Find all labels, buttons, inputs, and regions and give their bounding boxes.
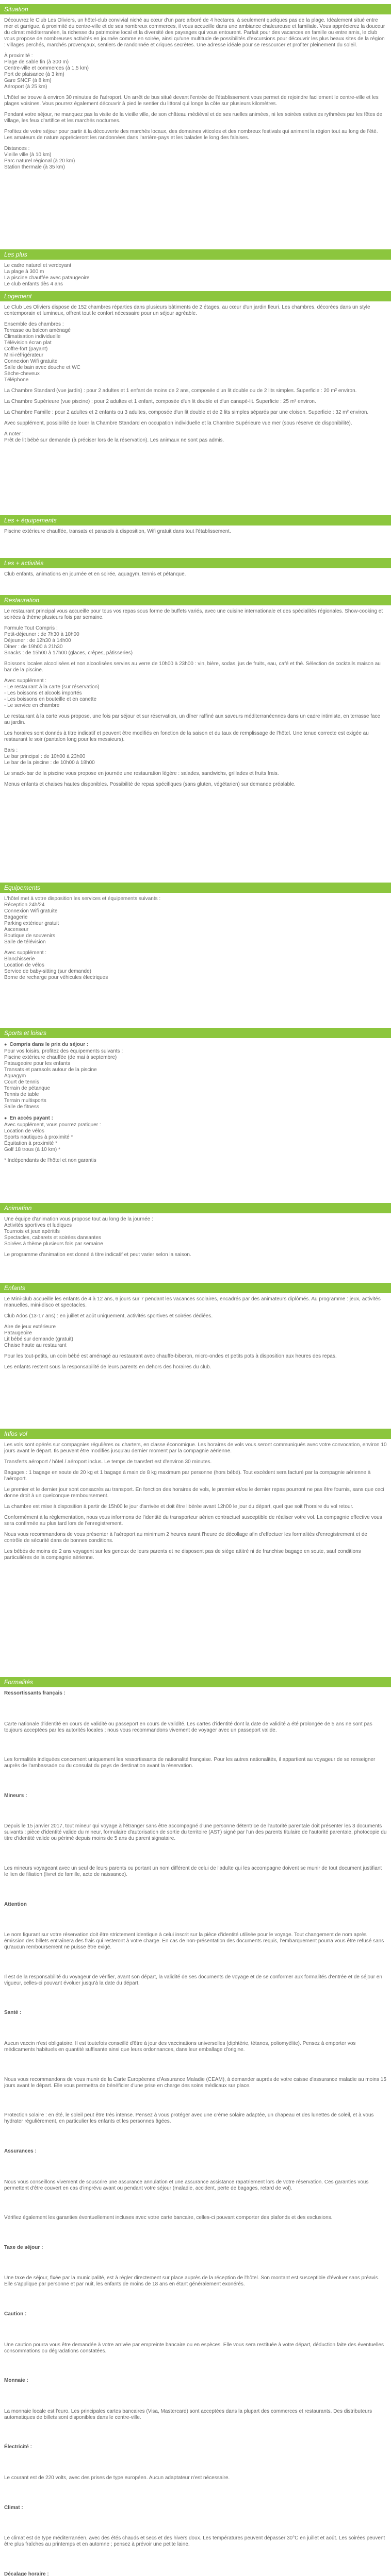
item-list bbox=[4, 59, 387, 90]
section-body bbox=[0, 1038, 391, 1164]
list-item: Vieille ville (à 10 km) bbox=[4, 152, 52, 158]
list-item: Soirées à thème plusieurs fois par semaine bbox=[4, 1241, 103, 1247]
item-list bbox=[4, 263, 387, 287]
section-animation bbox=[0, 1203, 391, 1281]
subheading: Caution : bbox=[4, 2311, 27, 2317]
paragraph: Le Club Les Oliviers dispose de 152 chambres réparties dans plusieurs bâtiments de 2 étages, au cœur d'un jardin fleuri. Les chambres, décorées dans un style contemporain et lumineux, offrent tout le confort nécessaire pour un séjour agréable. bbox=[4, 304, 370, 316]
list-item: Court de tennis bbox=[4, 1079, 39, 1085]
paragraph: Club enfants, animations en journée et en soirée, aquagym, tennis et pétanque. bbox=[4, 571, 186, 577]
text-line: À proximité : bbox=[4, 53, 33, 59]
subheading: Santé : bbox=[4, 2010, 22, 2016]
list-item: Snacks : de 15h00 à 17h00 (glaces, crêpes, pâtisseries) bbox=[4, 650, 133, 656]
list-item: Pataugeoire pour les enfants bbox=[4, 1061, 70, 1066]
paragraph: Boissons locales alcoolisées et non alcoolisées servies au verre de 10h00 à 23h00 : vin, bière, sodas, jus de fruits, eau, café et thé. Sélection de cocktails maison au bar de la piscine. bbox=[4, 661, 381, 673]
list-item: Équitation à proximité * bbox=[4, 1141, 57, 1146]
list-item: - Les boissons et alcools importés bbox=[4, 690, 82, 696]
text-line: Pour vos loisirs, profitez des équipements suivants : bbox=[4, 1048, 123, 1054]
list-item: Le bar principal : de 10h00 à 23h00 bbox=[4, 754, 86, 759]
bullet-heading: ● En accès payant : bbox=[4, 1115, 387, 1122]
list-item: Port de plaisance (à 3 km) bbox=[4, 72, 64, 77]
list-item: Aéroport (à 25 km) bbox=[4, 84, 47, 90]
section-title: Logement bbox=[0, 291, 391, 301]
item-list bbox=[4, 754, 387, 766]
list-item: Mini-réfrigérateur bbox=[4, 352, 44, 358]
subheading: Électricité : bbox=[4, 2444, 32, 2450]
text-line: Avec supplément, vous pourrez pratiquer : bbox=[4, 1122, 101, 1128]
section-title: Les + activités bbox=[0, 558, 391, 568]
list-item: Piscine extérieure chauffée (de mai à septembre) bbox=[4, 1055, 117, 1060]
paragraph: Depuis le 15 janvier 2017, tout mineur qui voyage à l'étranger sans être accompagné d'une personne détentrice de l'autorité parentale doit présenter les 3 documents suivants : pièce d'identité valide du mineur, formulaire d'autorisation de sortie du territoire (AST) signé par l'un des parents titulaire de l'autorité parentale, photocopie du titre d'identité valide ou périmé depuis moins de 5 ans du parent signataire. bbox=[4, 1823, 387, 1842]
text-line: Distances : bbox=[4, 146, 30, 151]
list-item: Terrasse ou balcon aménagé bbox=[4, 328, 71, 333]
list-item: Spectacles, cabarets et soirées dansantes bbox=[4, 1235, 101, 1241]
list-item: Connexion Wifi gratuite bbox=[4, 359, 58, 364]
subheading: Mineurs : bbox=[4, 1792, 27, 1799]
paragraph: Nous vous recommandons de vous munir de la Carte Européenne d'Assurance Maladie (CEAM), à demander auprès de votre caisse d'assurance maladie au moins 15 jours avant le départ. Elle vous permettra de bénéficier d'une prise en charge des soins médicaux sur place. bbox=[4, 2076, 386, 2089]
paragraph: La Chambre Standard (vue jardin) : pour 2 adultes et 1 enfant de moins de 2 ans, composée d'un lit double ou de 2 lits simples. Superficie : 20 m² environ. bbox=[4, 388, 357, 394]
section-les-plus bbox=[0, 249, 391, 290]
section-title: Restauration bbox=[0, 595, 391, 605]
text-line: L'hôtel met à votre disposition les services et équipements suivants : bbox=[4, 896, 161, 902]
subheading: Attention bbox=[4, 1901, 27, 1907]
paragraph: Pendant votre séjour, ne manquez pas la visite de la vieille ville, de son château médiéval et de ses ruelles animées, ni les soirées estivales rythmées par les fêtes de village, les feux d'artifice et les marchés nocturnes. bbox=[4, 112, 383, 124]
list-item: Sèche-cheveux bbox=[4, 371, 40, 377]
list-item: Chaise haute au restaurant bbox=[4, 1343, 67, 1348]
paragraph: La chambre est mise à disposition à partir de 15h00 le jour d'arrivée et doit être libérée avant 12h00 le jour du départ, quel que soit l'horaire du vol retour. bbox=[4, 1504, 354, 1510]
item-list bbox=[4, 1324, 387, 1349]
paragraph: Nous vous recommandons de vous présenter à l'aéroport au minimum 2 heures avant l'heure de décollage afin d'effectuer les formalités d'enregistrement et de contrôle de sécurité dans de bonnes conditions. bbox=[4, 1532, 367, 1544]
section-body bbox=[0, 260, 391, 287]
text-line: Une équipe d'animation vous propose tout au long de la journée : bbox=[4, 1216, 153, 1222]
list-item: Le bar de la piscine : de 10h00 à 18h00 bbox=[4, 760, 95, 766]
item-list bbox=[4, 152, 387, 171]
text-line: Ensemble des chambres : bbox=[4, 321, 64, 327]
paragraph: La monnaie locale est l'euro. Les principales cartes bancaires (Visa, Mastercard) sont acceptées dans la plupart des commerces et restaurants. Des distributeurs automatiques de billets sont disponibles dans le centre-ville. bbox=[4, 2408, 372, 2420]
paragraph: L'hôtel se trouve à environ 30 minutes de l'aéroport. Un arrêt de bus situé devant l'entrée de l'établissement vous permet de rejoindre facilement le centre-ville et les plages voisines. Vous pourrez également découvrir à pied le sentier du littoral qui longe la côte sur plusieurs kilomètres. bbox=[4, 95, 379, 107]
section-body bbox=[0, 605, 391, 788]
list-item: Téléphone bbox=[4, 377, 29, 383]
text-line: * Indépendants de l'hôtel et non garantis bbox=[4, 1158, 96, 1163]
section-body bbox=[0, 1293, 391, 1370]
item-list bbox=[4, 1128, 387, 1153]
text-line: À noter : bbox=[4, 431, 24, 437]
list-item: Petit-déjeuner : de 7h30 à 10h00 bbox=[4, 632, 79, 637]
text-line: Formule Tout Compris : bbox=[4, 625, 58, 631]
section-title: Les + équipements bbox=[0, 515, 391, 526]
text-line: Avec supplément : bbox=[4, 950, 47, 956]
paragraph: Les horaires sont donnés à titre indicatif et peuvent être modifiés en fonction de la saison et du taux de remplissage de l'hôtel. Une tenue correcte est exigée au restaurant le soir (pantalon long pour les messieurs). bbox=[4, 731, 369, 742]
list-item: Transats et parasols autour de la piscine bbox=[4, 1067, 97, 1073]
paragraph: Profitez de votre séjour pour partir à la découverte des marchés locaux, des domaines viticoles et des nombreux festivals qui animent la région tout au long de l'été. Les amateurs de nature apprécieront les randonnées dans l'arrière-pays et les balades le long des falaises. bbox=[4, 129, 378, 141]
paragraph: Le Mini-club accueille les enfants de 4 à 12 ans, 6 jours sur 7 pendant les vacances scolaires, encadrés par des animateurs diplômés. Au programme : jeux, activités manuelles, mini-disco et spectacles. bbox=[4, 1296, 381, 1308]
list-item: Pataugeoire bbox=[4, 1330, 32, 1336]
section-sports-et-loisirs bbox=[0, 1028, 391, 1201]
list-item: - Les boissons en bouteille et en canette bbox=[4, 697, 97, 702]
text-line: Bars : bbox=[4, 748, 18, 753]
section-body bbox=[0, 1213, 391, 1258]
paragraph: Prêt de lit bébé sur demande (à préciser lors de la réservation). Les animaux ne sont pas admis. bbox=[4, 437, 224, 443]
list-item: Service de baby-sitting (sur demande) bbox=[4, 969, 91, 974]
list-item: Climatisation individuelle bbox=[4, 334, 61, 340]
list-item: Blanchisserie bbox=[4, 956, 35, 962]
section-title: Equipements bbox=[0, 883, 391, 893]
section-body bbox=[0, 301, 391, 444]
list-item: Parc naturel régional (à 20 km) bbox=[4, 158, 75, 164]
item-list bbox=[4, 328, 387, 383]
item-list bbox=[4, 902, 387, 945]
list-item: Ascenseur bbox=[4, 927, 29, 933]
paragraph: Une taxe de séjour, fixée par la municipalité, est à régler directement sur place auprès de la réception de l'hôtel. Son montant est susceptible d'évoluer sans préavis. Elle s'applique par personne et par nuit, les enfants de moins de 18 ans en étant généralement exonérés. bbox=[4, 2275, 380, 2287]
section-title: Infos vol bbox=[0, 1429, 391, 1439]
paragraph: Aucun vaccin n'est obligatoire. Il est toutefois conseillé d'être à jour des vaccinations universelles (diphtérie, tétanos, poliomyélite). Pensez à emporter vos médicaments habituels en quantité suffisante ainsi que leurs ordonnances, dans leur emballage d'origine. bbox=[4, 2041, 356, 2053]
list-item: Golf 18 trous (à 10 km) * bbox=[4, 1147, 60, 1153]
section-les-plus-equipements bbox=[0, 515, 391, 556]
subheading: Ressortissants français : bbox=[4, 1690, 66, 1696]
list-item: Télévision écran plat bbox=[4, 340, 52, 346]
subheading: Monnaie : bbox=[4, 2378, 28, 2384]
list-item: Aquagym bbox=[4, 1073, 26, 1079]
list-item: Location de vélos bbox=[4, 962, 44, 968]
list-item: Centre-ville et commerces (à 1,5 km) bbox=[4, 65, 89, 71]
item-list bbox=[4, 632, 387, 656]
list-item: Le cadre naturel et verdoyant bbox=[4, 263, 72, 268]
list-item: Location de vélos bbox=[4, 1128, 44, 1134]
paragraph: Protection solaire : en été, le soleil peut être très intense. Pensez à vous protéger avec une crème solaire adaptée, un chapeau et des lunettes de soleil, et à vous hydrater régulièrement, en particulier les enfants et les personnes âgées. bbox=[4, 2112, 374, 2125]
paragraph: Conformément à la réglementation, nous vous informons de l'identité du transporteur aérien contractuel susceptible de réaliser votre vol. La compagnie effective vous sera confirmée au plus tard lors de l'enregistrement. bbox=[4, 1515, 382, 1527]
list-item: Station thermale (à 35 km) bbox=[4, 164, 65, 170]
section-title: Enfants bbox=[0, 1283, 391, 1293]
list-item: - Le restaurant à la carte (sur réservation) bbox=[4, 684, 100, 690]
paragraph: Une caution pourra vous être demandée à votre arrivée par empreinte bancaire ou en espèces. Elle vous sera restituée à votre départ, déduction faite des éventuelles consommations ou dégradations constatées. bbox=[4, 2342, 384, 2354]
list-item: La plage à 300 m bbox=[4, 269, 44, 275]
section-body bbox=[0, 568, 391, 578]
paragraph: Le climat est de type méditerranéen, avec des étés chauds et secs et des hivers doux. Les températures peuvent dépasser 30°C en juillet et août. Les soirées peuvent être plus fraîches au printemps et en automne ; pensez à prévoir une petite laine. bbox=[4, 2535, 385, 2548]
subheading: Taxe de séjour : bbox=[4, 2244, 43, 2250]
section-body bbox=[0, 1439, 391, 1561]
text-line: Avec supplément : bbox=[4, 678, 47, 684]
list-item: Plage de sable fin (à 300 m) bbox=[4, 59, 69, 65]
list-item: Boutique de souvenirs bbox=[4, 933, 55, 939]
paragraph: Pour les tout-petits, un coin bébé est aménagé au restaurant avec chauffe-biberon, micro-ondes et petits pots à disposition aux heures des repas. bbox=[4, 1353, 337, 1359]
list-item: La piscine chauffée avec pataugeoire bbox=[4, 275, 90, 281]
paragraph: Le restaurant principal vous accueille pour tous vos repas sous forme de buffets variés, avec une cuisine internationale et des spécialités régionales. Show-cooking et soirées à thème plusieurs fois par semaine. bbox=[4, 608, 383, 620]
section-enfants bbox=[0, 1283, 391, 1427]
list-item: Activités sportives et ludiques bbox=[4, 1223, 72, 1228]
list-item: Dîner : de 19h00 à 21h30 bbox=[4, 644, 63, 650]
list-item: Sports nautiques à proximité * bbox=[4, 1134, 73, 1140]
section-title: Formalités bbox=[0, 1677, 391, 1687]
paragraph: Menus enfants et chaises hautes disponibles. Possibilité de repas spécifiques (sans gluten, végétarien) sur demande préalable. bbox=[4, 782, 296, 787]
paragraph: Vérifiez également les garanties éventuellement incluses avec votre carte bancaire, celles-ci pouvant comporter des plafonds et des exclusions. bbox=[4, 2215, 333, 2221]
subheading: Décalage horaire : bbox=[4, 2571, 49, 2576]
section-restauration bbox=[0, 595, 391, 881]
paragraph: Avec supplément, possibilité de louer la Chambre Standard en occupation individuelle et la Chambre Supérieure vue mer (sous réserve de disponibilité). bbox=[4, 420, 352, 426]
section-infos-vol bbox=[0, 1429, 391, 1675]
paragraph: Le courant est de 220 volts, avec des prises de type européen. Aucun adaptateur n'est nécessaire. bbox=[4, 2475, 230, 2481]
list-item: Bagagerie bbox=[4, 914, 28, 920]
list-item: Coffre-fort (payant) bbox=[4, 346, 48, 352]
section-logement bbox=[0, 291, 391, 514]
list-item: Salle de fitness bbox=[4, 1104, 39, 1110]
subheading: Assurances : bbox=[4, 2148, 37, 2154]
list-item: Aire de jeux extérieure bbox=[4, 1324, 56, 1330]
paragraph: Le snack-bar de la piscine vous propose en journée une restauration légère : salades, sandwichs, grillades et fruits frais. bbox=[4, 771, 279, 776]
list-item: Lit bébé sur demande (gratuit) bbox=[4, 1336, 73, 1342]
item-list bbox=[4, 684, 387, 709]
list-item: Réception 24h/24 bbox=[4, 902, 45, 908]
item-list bbox=[4, 1055, 387, 1110]
paragraph: Les vols sont opérés sur compagnies régulières ou charters, en classe économique. Les horaires de vols vous seront communiqués avec votre convocation, environ 10 jours avant le départ. Ils peuvent être modifiés jusqu'au dernier moment par la compagnie aérienne. bbox=[4, 1442, 387, 1454]
paragraph: Transferts aéroport / hôtel / aéroport inclus. Le temps de transfert est d'environ 30 minutes. bbox=[4, 1459, 212, 1465]
paragraph: Les formalités indiquées concernent uniquement les ressortissants de nationalité française. Pour les autres nationalités, il appartient au voyageur de se renseigner auprès de l'ambassade ou du consulat du pays de destination avant la réservation. bbox=[4, 1757, 376, 1769]
list-item: Terrain multisports bbox=[4, 1098, 46, 1104]
paragraph: Le nom figurant sur votre réservation doit être strictement identique à celui inscrit sur la pièce d'identité utilisée pour le voyage. Tout changement de nom après émission des billets entraînera des frais qui resteront à votre charge. En cas de non-présentation des documents requis, l'embarquement pourra vous être refusé sans qu'aucun remboursement ne puisse être exigé. bbox=[4, 1932, 384, 1951]
section-body bbox=[0, 14, 391, 171]
section-les-plus-activites bbox=[0, 558, 391, 594]
paragraph: Le restaurant à la carte vous propose, une fois par séjour et sur réservation, un dîner raffiné aux saveurs méditerranéennes dans un cadre intimiste, en terrasse face au jardin. bbox=[4, 714, 381, 725]
paragraph: Carte nationale d'identité en cours de validité ou passeport en cours de validité. Les cartes d'identité dont la date de validité a été prolongée de 5 ans ne sont pas toujours acceptées par les autorités locales ; nous vous recommandons vivement de voyager avec un passeport valide. bbox=[4, 1721, 372, 1733]
paragraph: Piscine extérieure chauffée, transats et parasols à disposition, Wifi gratuit dans tout l'établissement. bbox=[4, 529, 231, 534]
list-item: Le club enfants dès 4 ans bbox=[4, 281, 63, 287]
list-item: Déjeuner : de 12h30 à 14h00 bbox=[4, 638, 71, 643]
list-item: Terrain de pétanque bbox=[4, 1086, 50, 1091]
section-body bbox=[0, 1687, 391, 2576]
section-equipements bbox=[0, 883, 391, 1026]
section-title: Les plus bbox=[0, 249, 391, 260]
paragraph: Les bébés de moins de 2 ans voyagent sur les genoux de leurs parents et ne disposent pas de siège attitré ni de franchise bagage en soute, sauf conditions particulières de la compagnie aérienne. bbox=[4, 1549, 361, 1561]
paragraph: La Chambre Supérieure (vue piscine) : pour 2 adultes et 1 enfant, composée d'un lit double et d'un canapé-lit. Superficie : 25 m² environ. bbox=[4, 399, 316, 404]
section-title: Animation bbox=[0, 1203, 391, 1213]
section-formalites bbox=[0, 1677, 391, 2576]
paragraph: Club Ados (13-17 ans) : en juillet et août uniquement, activités sportives et soirées dédiées. bbox=[4, 1313, 213, 1319]
subheading: Climat : bbox=[4, 2504, 23, 2511]
paragraph: Il est de la responsabilité du voyageur de vérifier, avant son départ, la validité de ses documents de voyage et de se conformer aux formalités d'entrée et de séjour en vigueur, celles-ci pouvant évoluer jusqu'à la date du départ. bbox=[4, 1974, 382, 1986]
paragraph: Le programme d'animation est donné à titre indicatif et peut varier selon la saison. bbox=[4, 1252, 191, 1258]
list-item: Tournois et jeux apéritifs bbox=[4, 1229, 60, 1234]
paragraph: Les mineurs voyageant avec un seul de leurs parents ou portant un nom différent de celui de l'adulte qui les accompagne doivent se munir de tout document justifiant le lien de filiation (livret de famille, acte de naissance). bbox=[4, 1866, 382, 1878]
section-title: Situation bbox=[0, 4, 391, 14]
item-list bbox=[4, 956, 387, 981]
list-item: Gare SNCF (à 8 km) bbox=[4, 78, 52, 83]
section-title: Sports et loisirs bbox=[0, 1028, 391, 1038]
item-list bbox=[4, 1223, 387, 1247]
section-body bbox=[0, 893, 391, 981]
list-item: Connexion Wifi gratuite bbox=[4, 908, 58, 914]
list-item: Salle de bain avec douche et WC bbox=[4, 365, 80, 370]
paragraph: Les enfants restent sous la responsabilité de leurs parents en dehors des horaires du club. bbox=[4, 1364, 211, 1370]
list-item: Borne de recharge pour véhicules électriques bbox=[4, 975, 108, 980]
list-item: Salle de télévision bbox=[4, 939, 46, 945]
list-item: Parking extérieur gratuit bbox=[4, 921, 59, 926]
paragraph: Bagages : 1 bagage en soute de 20 kg et 1 bagage à main de 8 kg maximum par personne (hors bébé). Tout excédent sera facturé par la compagnie aérienne à l'aéroport. bbox=[4, 1470, 371, 1482]
section-body bbox=[0, 526, 391, 535]
paragraph: Nous vous conseillons vivement de souscrire une assurance annulation et une assurance assistance rapatriement lors de votre réservation. Ces garanties vous permettent d'être couvert en cas d'imprévu avant ou pendant votre séjour (maladie, accident, perte de bagages, retard de vol). bbox=[4, 2179, 369, 2191]
paragraph: Le premier et le dernier jour sont consacrés au transport. En fonction des horaires de vols, le premier et/ou le dernier repas pourront ne pas être fournis, sans que ceci donne droit à un quelconque remboursement. bbox=[4, 1487, 384, 1499]
list-item: - Le service en chambre bbox=[4, 703, 60, 708]
paragraph: La Chambre Famille : pour 2 adultes et 2 enfants ou 3 adultes, composée d'un lit double et de 2 lits simples séparés par une cloison. Superficie : 32 m² environ. bbox=[4, 410, 369, 415]
list-item: Tennis de table bbox=[4, 1092, 39, 1097]
bullet-heading: ● Compris dans le prix du séjour : bbox=[4, 1041, 387, 1048]
section-situation bbox=[0, 4, 391, 248]
paragraph: Découvrez le Club Les Oliviers, un hôtel-club convivial niché au cœur d'un parc arboré de 4 hectares, à seulement quelques pas de la plage. Idéalement situé entre mer et garrigue, à proximité du centre-ville et de ses nombreux commerces, il vous accueille dans une ambiance chaleureuse et familiale. Vous apprécierez la douceur du climat méditerranéen, la richesse du patrimoine local et la diversité des paysages qui vous entourent. Parfait pour des vacances en famille ou entre amis, le club vous propose de nombreuses activités en journée comme en soirée, ainsi qu'une multitude de possibilités d'excursions pour découvrir les plus beaux sites de la région : villages perchés, marchés provençaux, sentiers de randonnée et criques secrètes. Une adresse idéale pour se ressourcer et profiter pleinement du soleil. bbox=[4, 18, 385, 48]
